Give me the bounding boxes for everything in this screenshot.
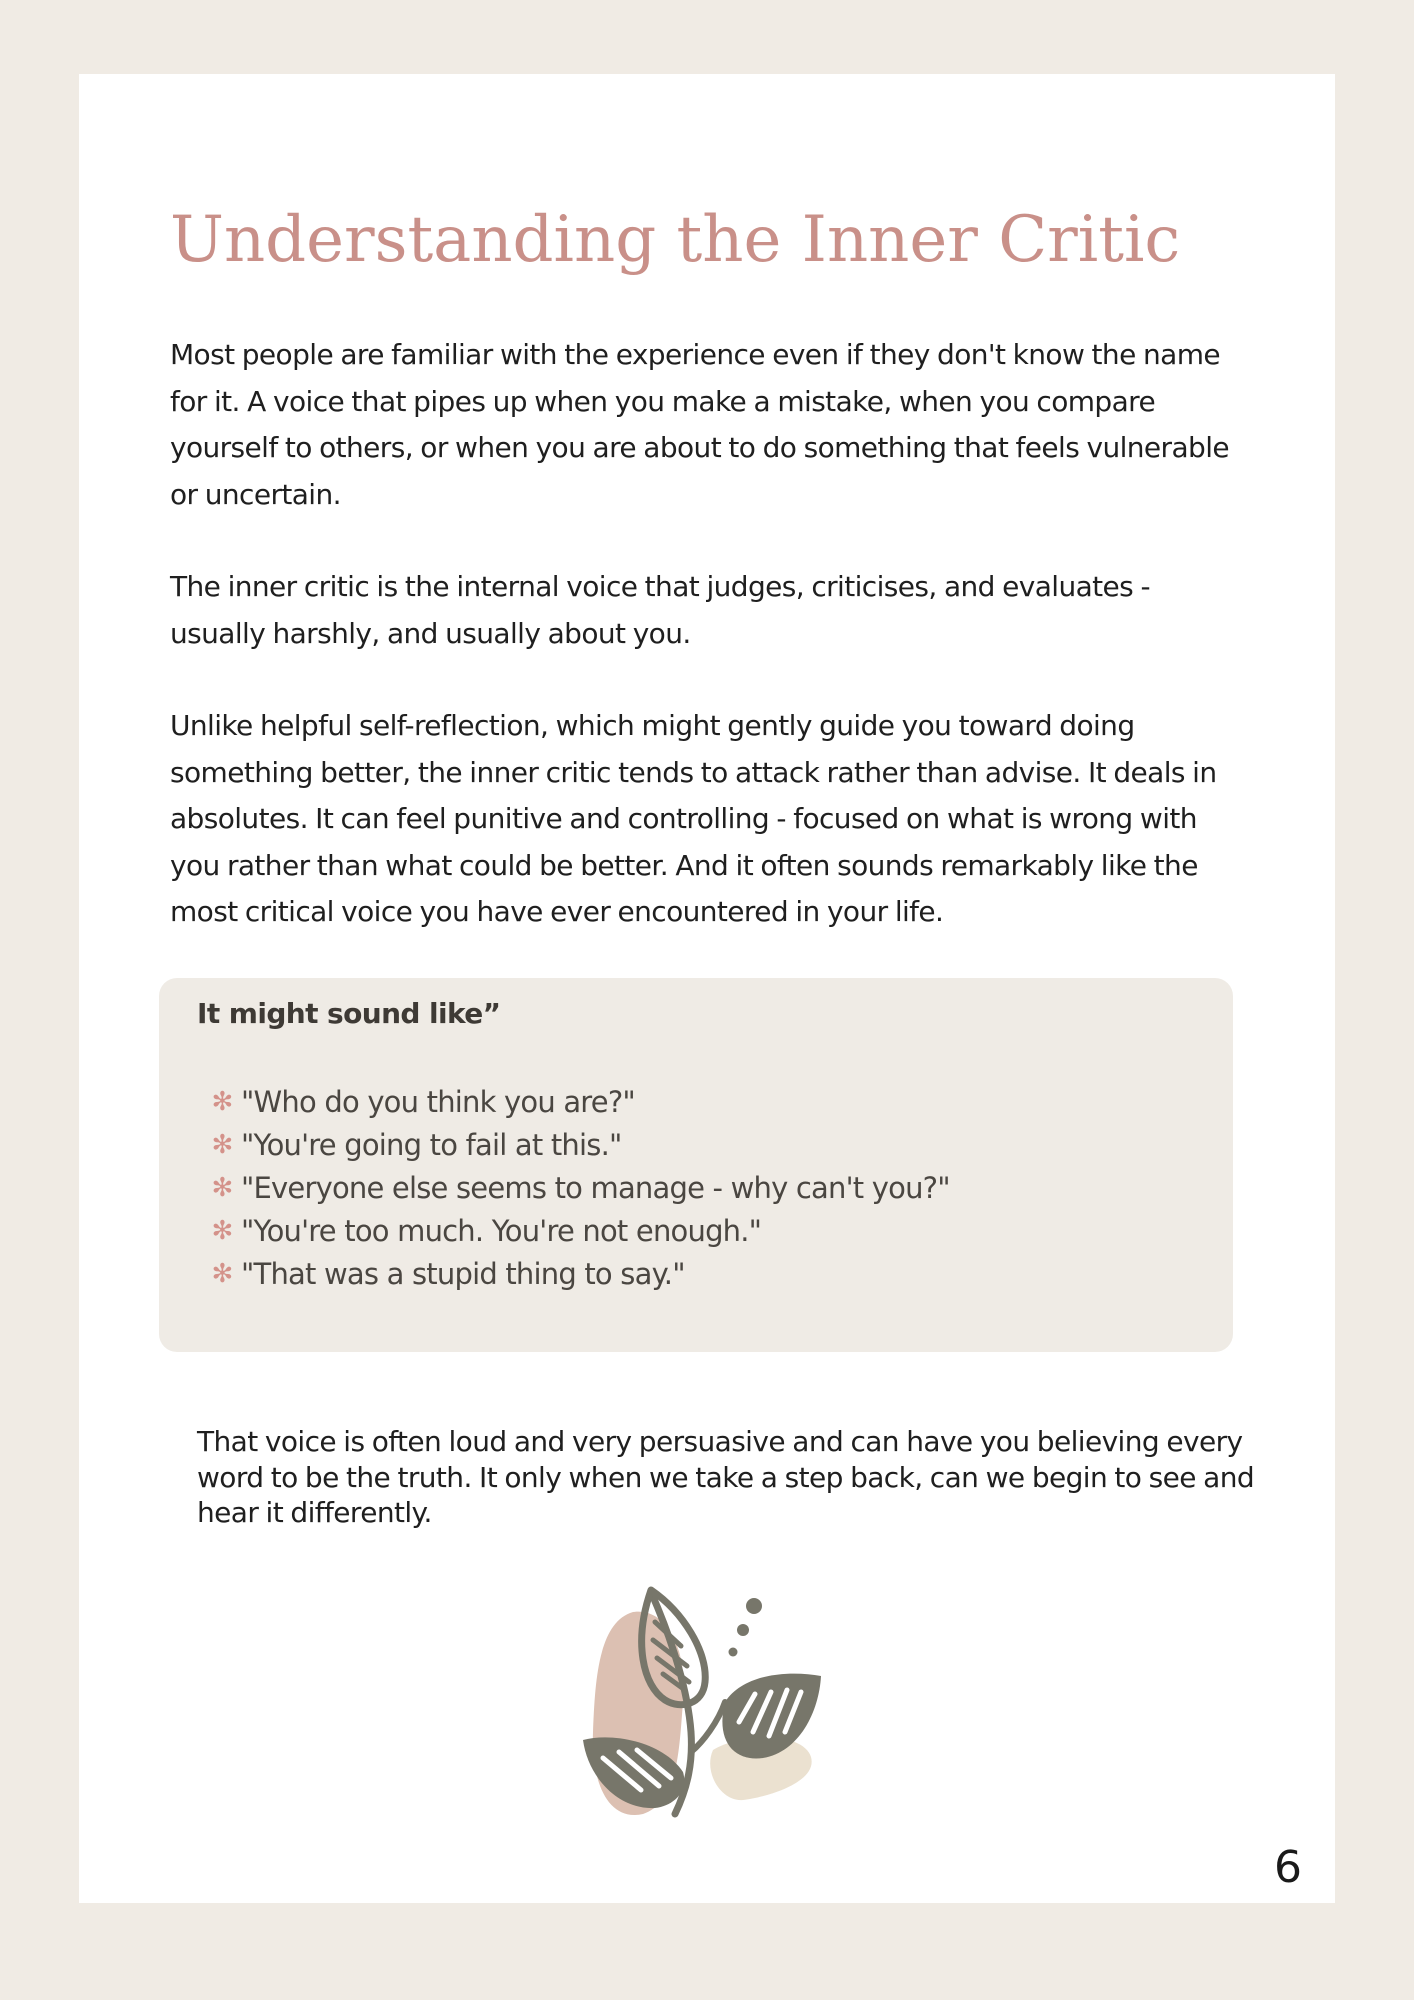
quote-item bbox=[209, 1123, 950, 1166]
closing-paragraph: That voice is often loud and very persuasive and can have you believing every word to be the truth. It only when we take a step back, can we begin to see and hear it differently. bbox=[197, 1425, 1255, 1529]
document-page bbox=[79, 74, 1335, 1903]
quote-text: "Who do you think you are?" bbox=[241, 1084, 635, 1119]
leaf-sprig-icon bbox=[563, 1582, 853, 1822]
quote-text: "That was a stupid thing to say." bbox=[241, 1256, 685, 1291]
page-number: 6 bbox=[1274, 1842, 1302, 1893]
callout-title: It might sound like” bbox=[197, 997, 501, 1030]
asterisk-flower-icon: ✻ bbox=[211, 1086, 233, 1117]
quote-item bbox=[209, 1166, 950, 1209]
asterisk-flower-icon: ✻ bbox=[211, 1258, 233, 1289]
quote-item bbox=[209, 1080, 950, 1123]
intro-paragraph: Most people are familiar with the experience even if they don't know the name for it. A voice that pipes up when you make a mistake, when you compare yourself to others, or when you are about to do something that feels vulnerable or uncertain. bbox=[170, 338, 1229, 511]
asterisk-flower-icon: ✻ bbox=[211, 1129, 233, 1160]
asterisk-flower-icon: ✻ bbox=[211, 1215, 233, 1246]
contrast-paragraph: Unlike helpful self-reflection, which might gently guide you toward doing something better, the inner critic tends to attack rather than advise. It deals in absolutes. It can feel punitive and controlling - focused on what is wrong with you rather than what could be better. And it often sounds remarkably like the most critical voice you have ever encountered in your life. bbox=[170, 709, 1217, 928]
quote-text: "Everyone else seems to manage - why can't you?" bbox=[241, 1170, 950, 1205]
quote-list bbox=[209, 1080, 950, 1295]
quote-item bbox=[209, 1209, 950, 1252]
quote-item bbox=[209, 1252, 950, 1295]
quote-text: "You're going to fail at this." bbox=[241, 1127, 622, 1162]
page-title: Understanding the Inner Critic bbox=[170, 203, 1181, 277]
definition-paragraph: The inner critic is the internal voice that judges, criticises, and evaluates - usually harshly, and usually about you. bbox=[170, 570, 1150, 650]
quote-text: "You're too much. You're not enough." bbox=[241, 1213, 762, 1248]
quote-callout-box bbox=[159, 978, 1233, 1352]
asterisk-flower-icon: ✻ bbox=[211, 1172, 233, 1203]
